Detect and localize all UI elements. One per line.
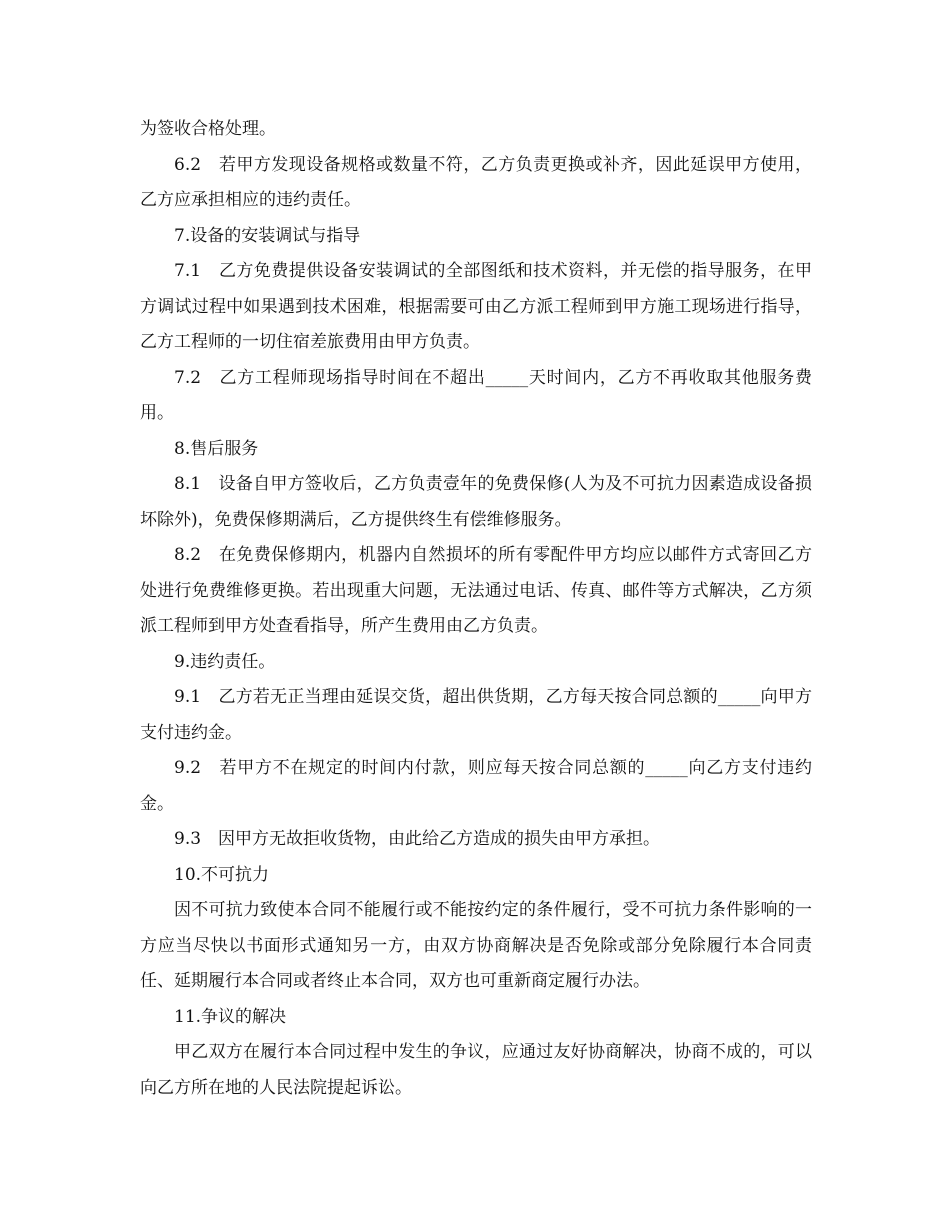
contract-body [140,112,812,1106]
clause-6-2: 6.2 若甲方发现设备规格或数量不符，乙方负责更换或补齐，因此延误甲方使用，乙方应承担相应的违约责任。 [140,154,812,210]
clause-9-1: 9.1 乙方若无正当理由延误交货，超出供货期，乙方每天按合同总额的_____向甲方支付违约金。 [140,687,812,743]
section-heading-8: 8.售后服务 [174,438,259,459]
clause-10-body: 因不可抗力致使本合同不能履行或不能按约定的条件履行，受不可抗力条件影响的一方应当尽快以书面形式通知另一方，由双方协商解决是否免除或部分免除履行本合同责任、延期履行本合同或者终止本合同，双方也可重新商定履行办法。 [140,900,812,991]
section-heading-7: 7.设备的安装调试与指导 [174,225,361,246]
clause-7-2: 7.2 乙方工程师现场指导时间在不超出_____天时间内，乙方不再收取其他服务费用。 [140,367,812,423]
clause-7-1: 7.1 乙方免费提供设备安装调试的全部图纸和技术资料，并无偿的指导服务，在甲方调试过程中如果遇到技术困难，根据需要可由乙方派工程师到甲方施工现场进行指导，乙方工程师的一切住宿差旅费用由甲方负责。 [140,261,812,352]
clause-9-3: 9.3 因甲方无故拒收货物，由此给乙方造成的损失由甲方承担。 [174,829,661,849]
paragraph-continuation: 为签收合格处理。 [140,119,276,139]
clause-9-2: 9.2 若甲方不在规定的时间内付款，则应每天按合同总额的_____向乙方支付违约金。 [140,758,812,814]
section-heading-9: 9.违约责任。 [174,651,276,672]
clause-8-1: 8.1 设备自甲方签收后，乙方负责壹年的免费保修(人为及不可抗力因素造成设备损坏除外)，免费保修期满后，乙方提供终生有偿维修服务。 [140,474,812,530]
section-heading-11: 11.争议的解决 [174,1006,287,1027]
section-heading-10: 10.不可抗力 [174,864,270,885]
clause-11-body: 甲乙双方在履行本合同过程中发生的争议，应通过友好协商解决，协商不成的，可以向乙方所在地的人民法院提起诉讼。 [140,1042,812,1098]
clause-8-2: 8.2 在免费保修期内，机器内自然损坏的所有零配件甲方均应以邮件方式寄回乙方处进行免费维修更换。若出现重大问题，无法通过电话、传真、邮件等方式解决，乙方须派工程师到甲方处查看指导，所产生费用由乙方负责。 [140,545,812,636]
